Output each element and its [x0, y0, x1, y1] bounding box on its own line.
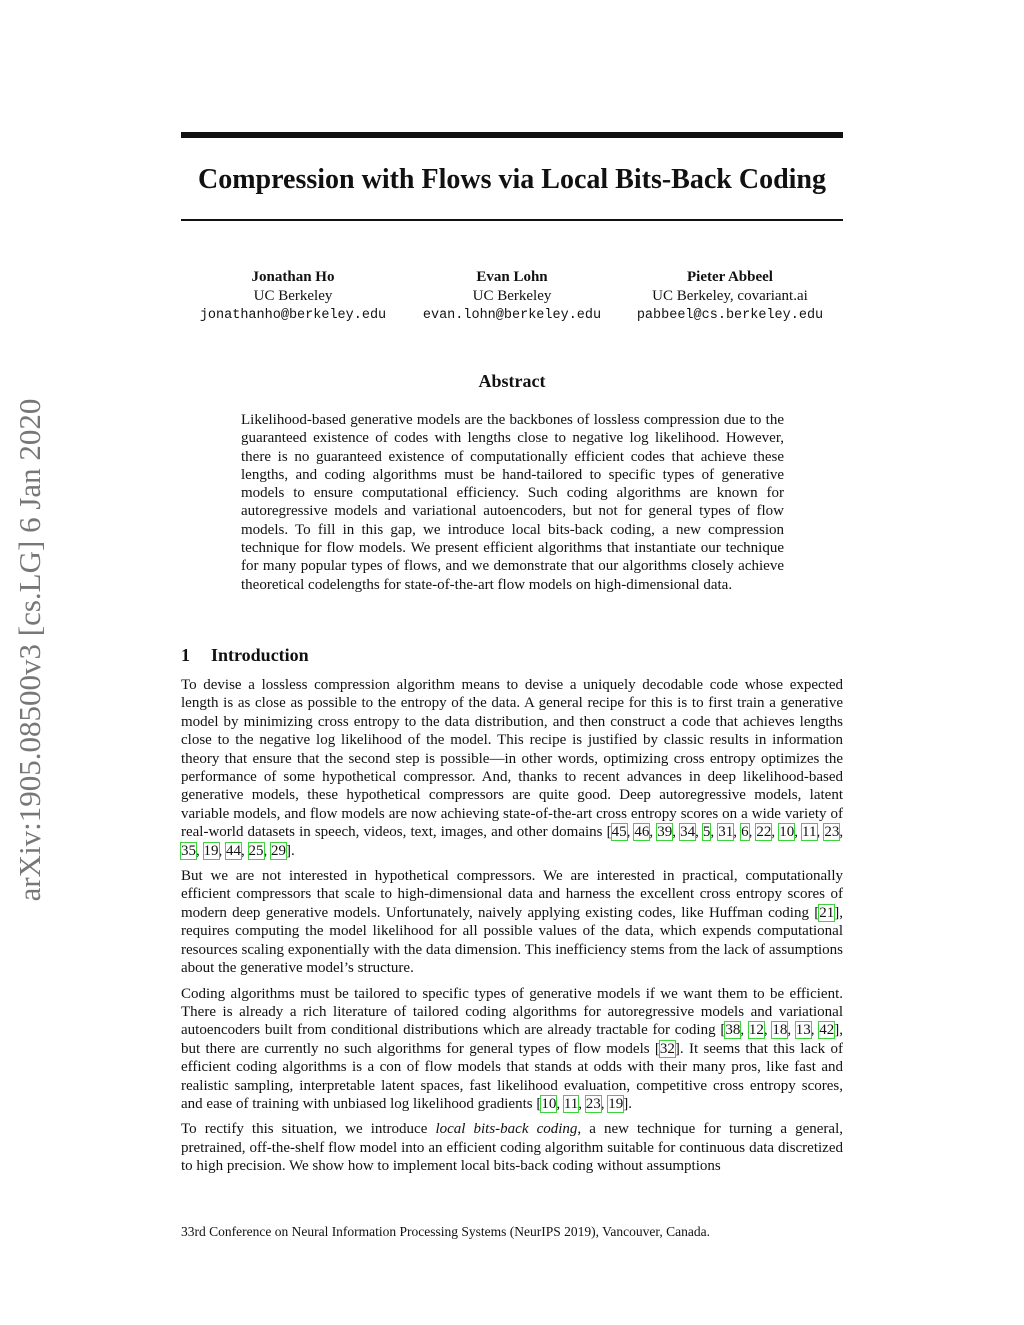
citation-link[interactable]: 19	[608, 1095, 624, 1112]
citation-link[interactable]: 13	[795, 1022, 811, 1039]
citation-group: [21]	[814, 904, 840, 921]
citation-group: [32]	[654, 1040, 680, 1057]
citation-link[interactable]: 22	[756, 824, 772, 841]
citation-link[interactable]: 38	[725, 1022, 741, 1039]
paragraph-text: . It seems that this lack of efficient coding algorithms is a con of flow models that stands at odds with their many pros, like fast and realistic sampling, interpretable latent spaces, fast likelihood evaluation, competitive cross entropy scores, and ease of training with unbiased log likelihood gradients	[181, 1040, 843, 1112]
citation-link[interactable]: 12	[748, 1022, 764, 1039]
title-rule-top	[181, 132, 843, 138]
paragraph-4	[181, 1120, 843, 1175]
abstract-heading: Abstract	[478, 371, 546, 391]
citation-link[interactable]: 29	[271, 842, 286, 859]
author-2	[402, 268, 622, 325]
author-name: Evan Lohn	[476, 269, 548, 285]
author-name: Pieter Abbeel	[687, 269, 773, 285]
arxiv-side-label: arXiv:1905.08500v3 [cs.LG] 6 Jan 2020	[12, 398, 47, 902]
paragraph-text: , requires computing the model likelihood for all possible values of the data, which expends computational resources scaling exponentially with the data dimension. This inefficiency stems from the lack of assumptions about the generative model’s structure.	[181, 904, 843, 977]
author-email[interactable]: evan.lohn@berkeley.edu	[422, 308, 602, 323]
emphasis-term: local bits-back coding	[435, 1121, 578, 1138]
section-heading	[181, 645, 309, 666]
citation-link[interactable]: 23	[585, 1095, 601, 1112]
author-name: Jonathan Ho	[251, 269, 335, 285]
citation-link[interactable]: 10	[779, 824, 795, 841]
paper-title: Compression with Flows via Local Bits-Back Coding	[198, 164, 826, 195]
citation-link[interactable]: 11	[563, 1095, 579, 1112]
paragraph-text: To devise a lossless compression algorithm means to devise a uniquely decodable code whose expected length is as close as possible to the entropy of the data. A general recipe for this is to first train a generative model by minimizing cross entropy to the data distribution, and then construct a code that achieves lengths close to the negative log likelihood of the model. This recipe is justified by classic results in information theory that ensure that the second step is possible—in other words, optimizing cross entropy optimizes the performance of some hypothetical compressor. And, thanks to recent advances in deep likelihood-based generative models, these hypothetical compressors are quite good. Deep autoregressive models, latent variable models, and flow models are now achieving state-of-the-art cross entropy scores on a wide variety of real-world datasets in speech, videos, text, images, and other domains	[181, 677, 843, 841]
section-body	[181, 676, 843, 1183]
citation-link[interactable]: 21	[819, 904, 835, 921]
paragraph-text: To rectify this situation, we introduce	[181, 1121, 436, 1138]
paragraph-text: Coding algorithms must be tailored to specific types of generative models if we want them to be efficient. There is already a rich literature of tailored coding algorithms for autoregressive models and variational autoencoders built from conditional distributions which are already tractable for coding	[181, 985, 843, 1039]
author-email[interactable]: jonathanho@berkeley.edu	[199, 308, 387, 323]
citation-link[interactable]: 31	[718, 824, 734, 841]
citation-link[interactable]: 10	[541, 1095, 557, 1112]
paragraph-text: , a new technique for turning a general, pretrained, off-the-shelf flow model into an efficient coding algorithm suitable for continuous data discretized to high precision. We show how to implement local bits-back coding without assumptions	[181, 1121, 843, 1175]
author-1	[183, 268, 403, 325]
paragraph-2	[181, 867, 843, 977]
citation-link[interactable]: 35	[181, 842, 196, 859]
citation-link[interactable]: 23	[824, 824, 840, 841]
section-title: Introduction	[211, 645, 309, 665]
citation-group: [10, 11, 23, 19]	[536, 1095, 629, 1112]
section-number: 1	[181, 645, 190, 665]
citation-link[interactable]: 18	[772, 1022, 788, 1039]
citation-link[interactable]: 32	[659, 1040, 675, 1057]
citation-link[interactable]: 11	[802, 824, 817, 841]
citation-link[interactable]: 6	[741, 824, 749, 841]
citation-link[interactable]: 42	[819, 1022, 835, 1039]
citation-link[interactable]: 34	[680, 824, 696, 841]
author-email[interactable]: pabbeel@cs.berkeley.edu	[636, 308, 824, 323]
author-affiliation: UC Berkeley	[472, 288, 552, 304]
paragraph-1: To devise a lossless compression algorithm means to devise a uniquely decodable code whose expected length is as close as possible to the entropy of the data. A general recipe for this is to first train a generative model by minimizing cross entropy to the data distribution, and then construct a code that achieves lengths close to the negative log likelihood of the model. This recipe is justified by classic results in information theory that ensure that the second step is possible—in other words, optimizing cross entropy optimizes the performance of some hypothetical compressor. And, thanks to recent advances in deep likelihood-based generative models, these hypothetical compressors are quite good. Deep autoregressive models, latent variable models, and flow models are now achieving state-of-the-art cross entropy scores on a wide variety of real-world datasets in speech, videos, text, images, and other domains [45, 46, 39, 34, 5, 31, 6, 22, 10, 11, 23, 35, 19, 44, 25, 29].	[181, 677, 844, 859]
citation-group: [45, 46, 39, 34, 5, 31, 6, 22, 10, 11, 23, 35, 19, 44, 25, 29]	[181, 824, 844, 859]
citation-link[interactable]: 19	[203, 842, 219, 859]
abstract-text: Likelihood-based generative models are the backbones of lossless compression due to the guaranteed existence of codes with lengths close to negative log likelihood. However, there is no guaranteed existence of computationally efficient codes that achieve these lengths, and coding algorithms must be hand-tailored to specific types of generative models to ensure computational efficiency. Such coding algorithms are known for autoregressive models and variational autoencoders, but not for general types of flow models. To fill in this gap, we introduce local bits-back coding, a new compression technique for flow models. We present efficient algorithms that instantiate our technique for many popular types of flows, and we demonstrate that our algorithms closely achieve theoretical codelengths for state-of-the-art flow models on high-dimensional data.	[241, 412, 784, 593]
paragraph-3: Coding algorithms must be tailored to specific types of generative models if we want them to be efficient. There is already a rich literature of tailored coding algorithms for autoregressive models and variational autoencoders built from conditional distributions which are already tractable for coding [38, 12, 18, 13, 42], but there are currently no such algorithms for general types of flow models [32]. It seems that this lack of efficient coding algorithms is a con of flow models that stands at odds with their many pros, like fast and realistic sampling, interpretable latent spaces, fast likelihood evaluation, competitive cross entropy scores, and ease of training with unbiased log likelihood gradients [10, 11, 23, 19].	[181, 985, 844, 1112]
citation-link[interactable]: 39	[657, 824, 673, 841]
citation-link[interactable]: 45	[611, 824, 627, 841]
author-affiliation: UC Berkeley, covariant.ai	[652, 288, 808, 304]
citation-link[interactable]: 25	[248, 842, 264, 859]
title-rule-bottom	[181, 219, 843, 221]
author-3	[620, 268, 840, 325]
citation-link[interactable]: 46	[634, 824, 650, 841]
citation-link[interactable]: 44	[226, 842, 241, 859]
citation-link[interactable]: 5	[702, 824, 711, 841]
author-affiliation: UC Berkeley	[253, 288, 333, 304]
conference-footer: 33rd Conference on Neural Information Processing Systems (NeurIPS 2019), Vancouver, Canada.	[181, 1224, 710, 1239]
paragraph-text: But we are not interested in hypothetical compressors. We are interested in practical, computationally efficient compressors that scale to high-dimensional data and harness the excellent cross entropy scores of modern deep generative models. Unfortunately, naively applying existing codes, like Huffman coding	[181, 868, 843, 921]
citation-group: [38, 12, 18, 13, 42]	[720, 1022, 840, 1039]
paragraph-text: , but there are currently no such algorithms for general types of flow models	[181, 1022, 844, 1057]
